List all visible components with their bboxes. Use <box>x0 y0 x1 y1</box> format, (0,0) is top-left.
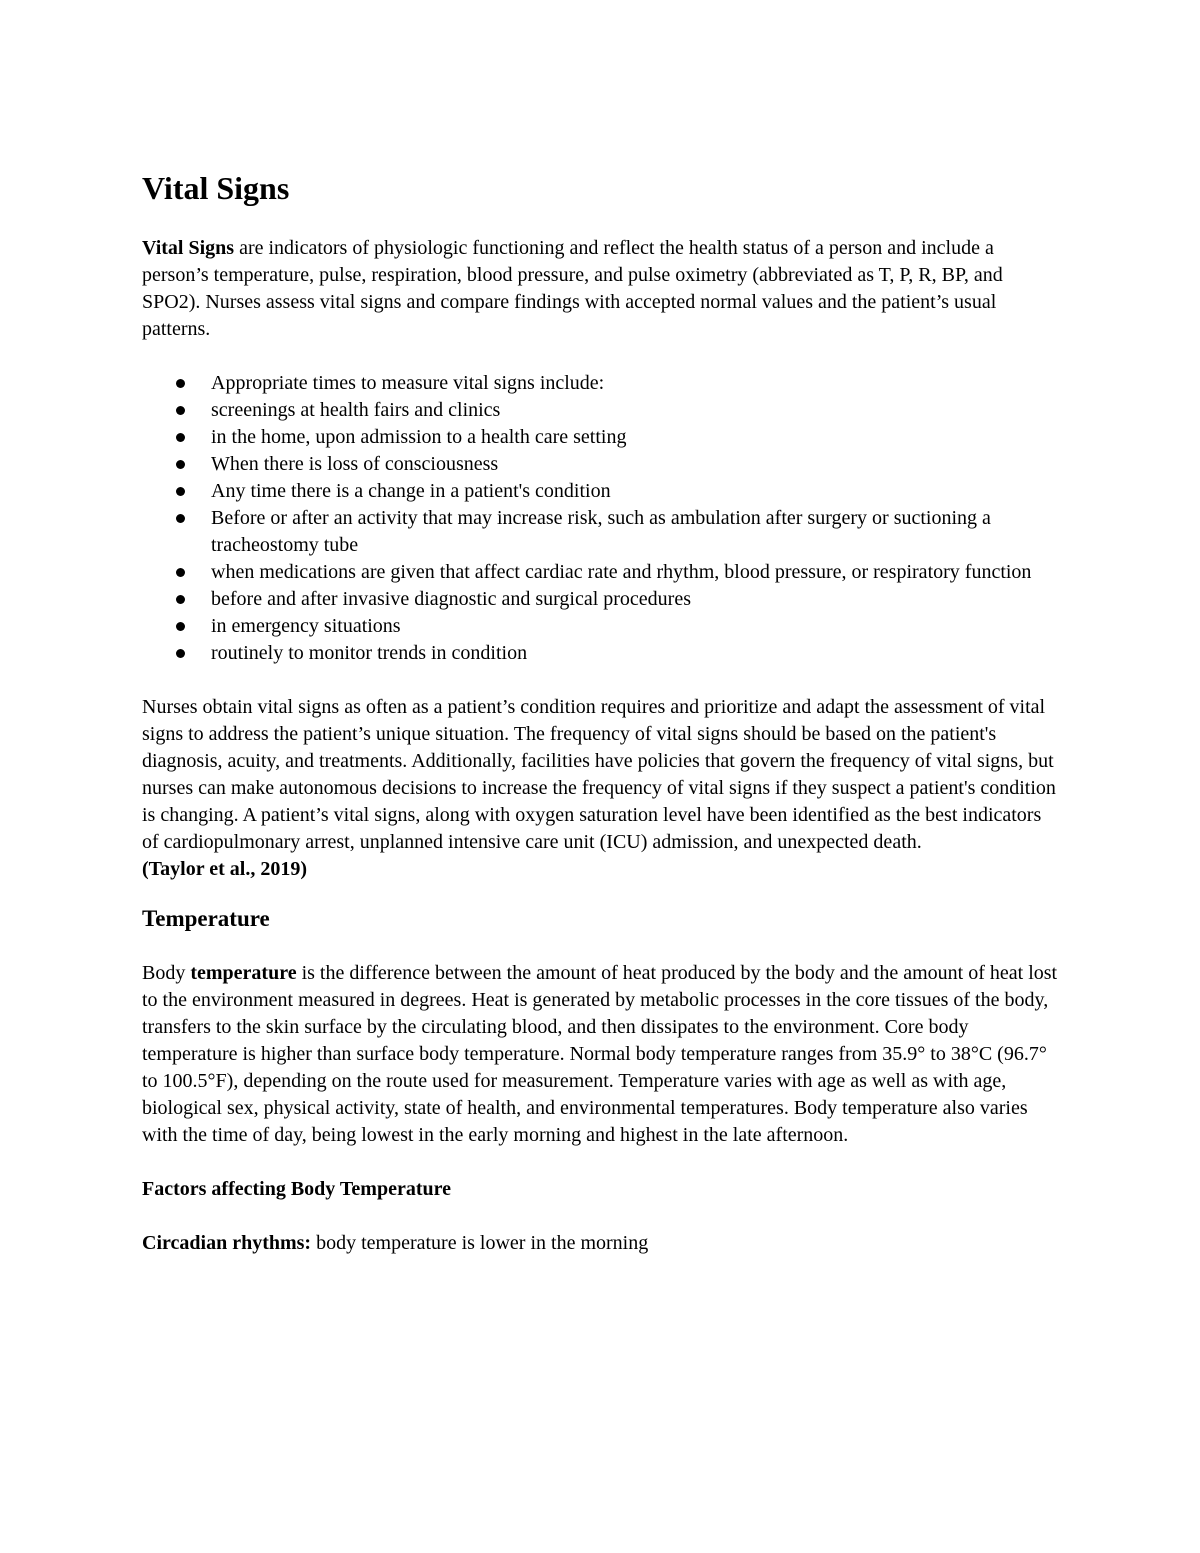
bullet-icon <box>176 514 185 523</box>
list-item: when medications are given that affect cardiac rate and rhythm, blood pressure, or respiratory function <box>211 559 1062 586</box>
list-item: screenings at health fairs and clinics <box>211 397 1062 424</box>
frequency-paragraph <box>142 694 1062 883</box>
measure-times-list <box>142 370 1062 667</box>
intro-text: are indicators of physiologic functioning and reflect the health status of a person and include a person’s temperature, pulse, respiration, blood pressure, and pulse oximetry (abbreviated as T, P, R, BP, and SPO2). Nurses assess vital signs and compare findings with accepted normal values and the patient’s usual patterns. <box>142 237 1003 340</box>
intro-term: Vital Signs <box>142 237 235 259</box>
bullet-icon <box>176 379 185 388</box>
list-item: Any time there is a change in a patient's condition <box>211 478 1062 505</box>
temperature-term: temperature <box>190 962 297 984</box>
bullet-icon <box>176 649 185 658</box>
circadian-term: Circadian rhythms: <box>142 1232 312 1254</box>
bullet-icon <box>176 568 185 577</box>
bullet-icon <box>176 460 185 469</box>
bullet-icon <box>176 622 185 631</box>
document-page <box>142 168 1062 1284</box>
list-item: in emergency situations <box>211 613 1062 640</box>
list-item: Appropriate times to measure vital signs include: <box>211 370 1062 397</box>
list-item: Before or after an activity that may increase risk, such as ambulation after surgery or suctioning a tracheostomy tube <box>211 505 1062 559</box>
citation: (Taylor et al., 2019) <box>142 858 307 880</box>
intro-paragraph <box>142 235 1062 343</box>
factors-heading: Factors affecting Body Temperature <box>142 1178 452 1200</box>
bullet-icon <box>176 433 185 442</box>
list-item: in the home, upon admission to a health care setting <box>211 424 1062 451</box>
temperature-heading: Temperature <box>142 906 270 931</box>
circadian-paragraph <box>142 1230 1062 1257</box>
circadian-text: body temperature is lower in the morning <box>311 1232 649 1254</box>
temperature-paragraph <box>142 960 1062 1149</box>
frequency-text: Nurses obtain vital signs as often as a patient’s condition requires and prioritize and adapt the assessment of vital signs to address the patient’s unique situation. The frequency of vital signs should be based on the patient's diagnosis, acuity, and treatments. Additionally, facilities have policies that govern the frequency of vital signs, but nurses can make autonomous decisions to increase the frequency of vital signs if they suspect a patient's condition is changing. A patient’s vital signs, along with oxygen saturation level have been identified as the best indicators of cardiopulmonary arrest, unplanned intensive care unit (ICU) admission, and unexpected death. <box>142 696 1056 853</box>
list-item: before and after invasive diagnostic and surgical procedures <box>211 586 1062 613</box>
list-item: routinely to monitor trends in condition <box>211 640 1062 667</box>
temperature-text: is the difference between the amount of heat produced by the body and the amount of heat lost to the environment measured in degrees. Heat is generated by metabolic processes in the core tissues of the body, transfers to the skin surface by the circulating blood, and then dissipates to the environment. Core body temperature is higher than surface body temperature. Normal body temperature ranges from 35.9° to 38°C (96.7° to 100.5°F), depending on the route used for measurement. Temperature varies with age as well as with age, biological sex, physical activity, state of health, and environmental temperatures. Body temperature also varies with the time of day, being lowest in the early morning and highest in the late afternoon. <box>142 962 1058 1146</box>
temperature-lead: Body <box>142 962 191 984</box>
bullet-icon <box>176 487 185 496</box>
page-title: Vital Signs <box>142 170 290 206</box>
bullet-icon <box>176 406 185 415</box>
list-item: When there is loss of consciousness <box>211 451 1062 478</box>
bullet-icon <box>176 595 185 604</box>
